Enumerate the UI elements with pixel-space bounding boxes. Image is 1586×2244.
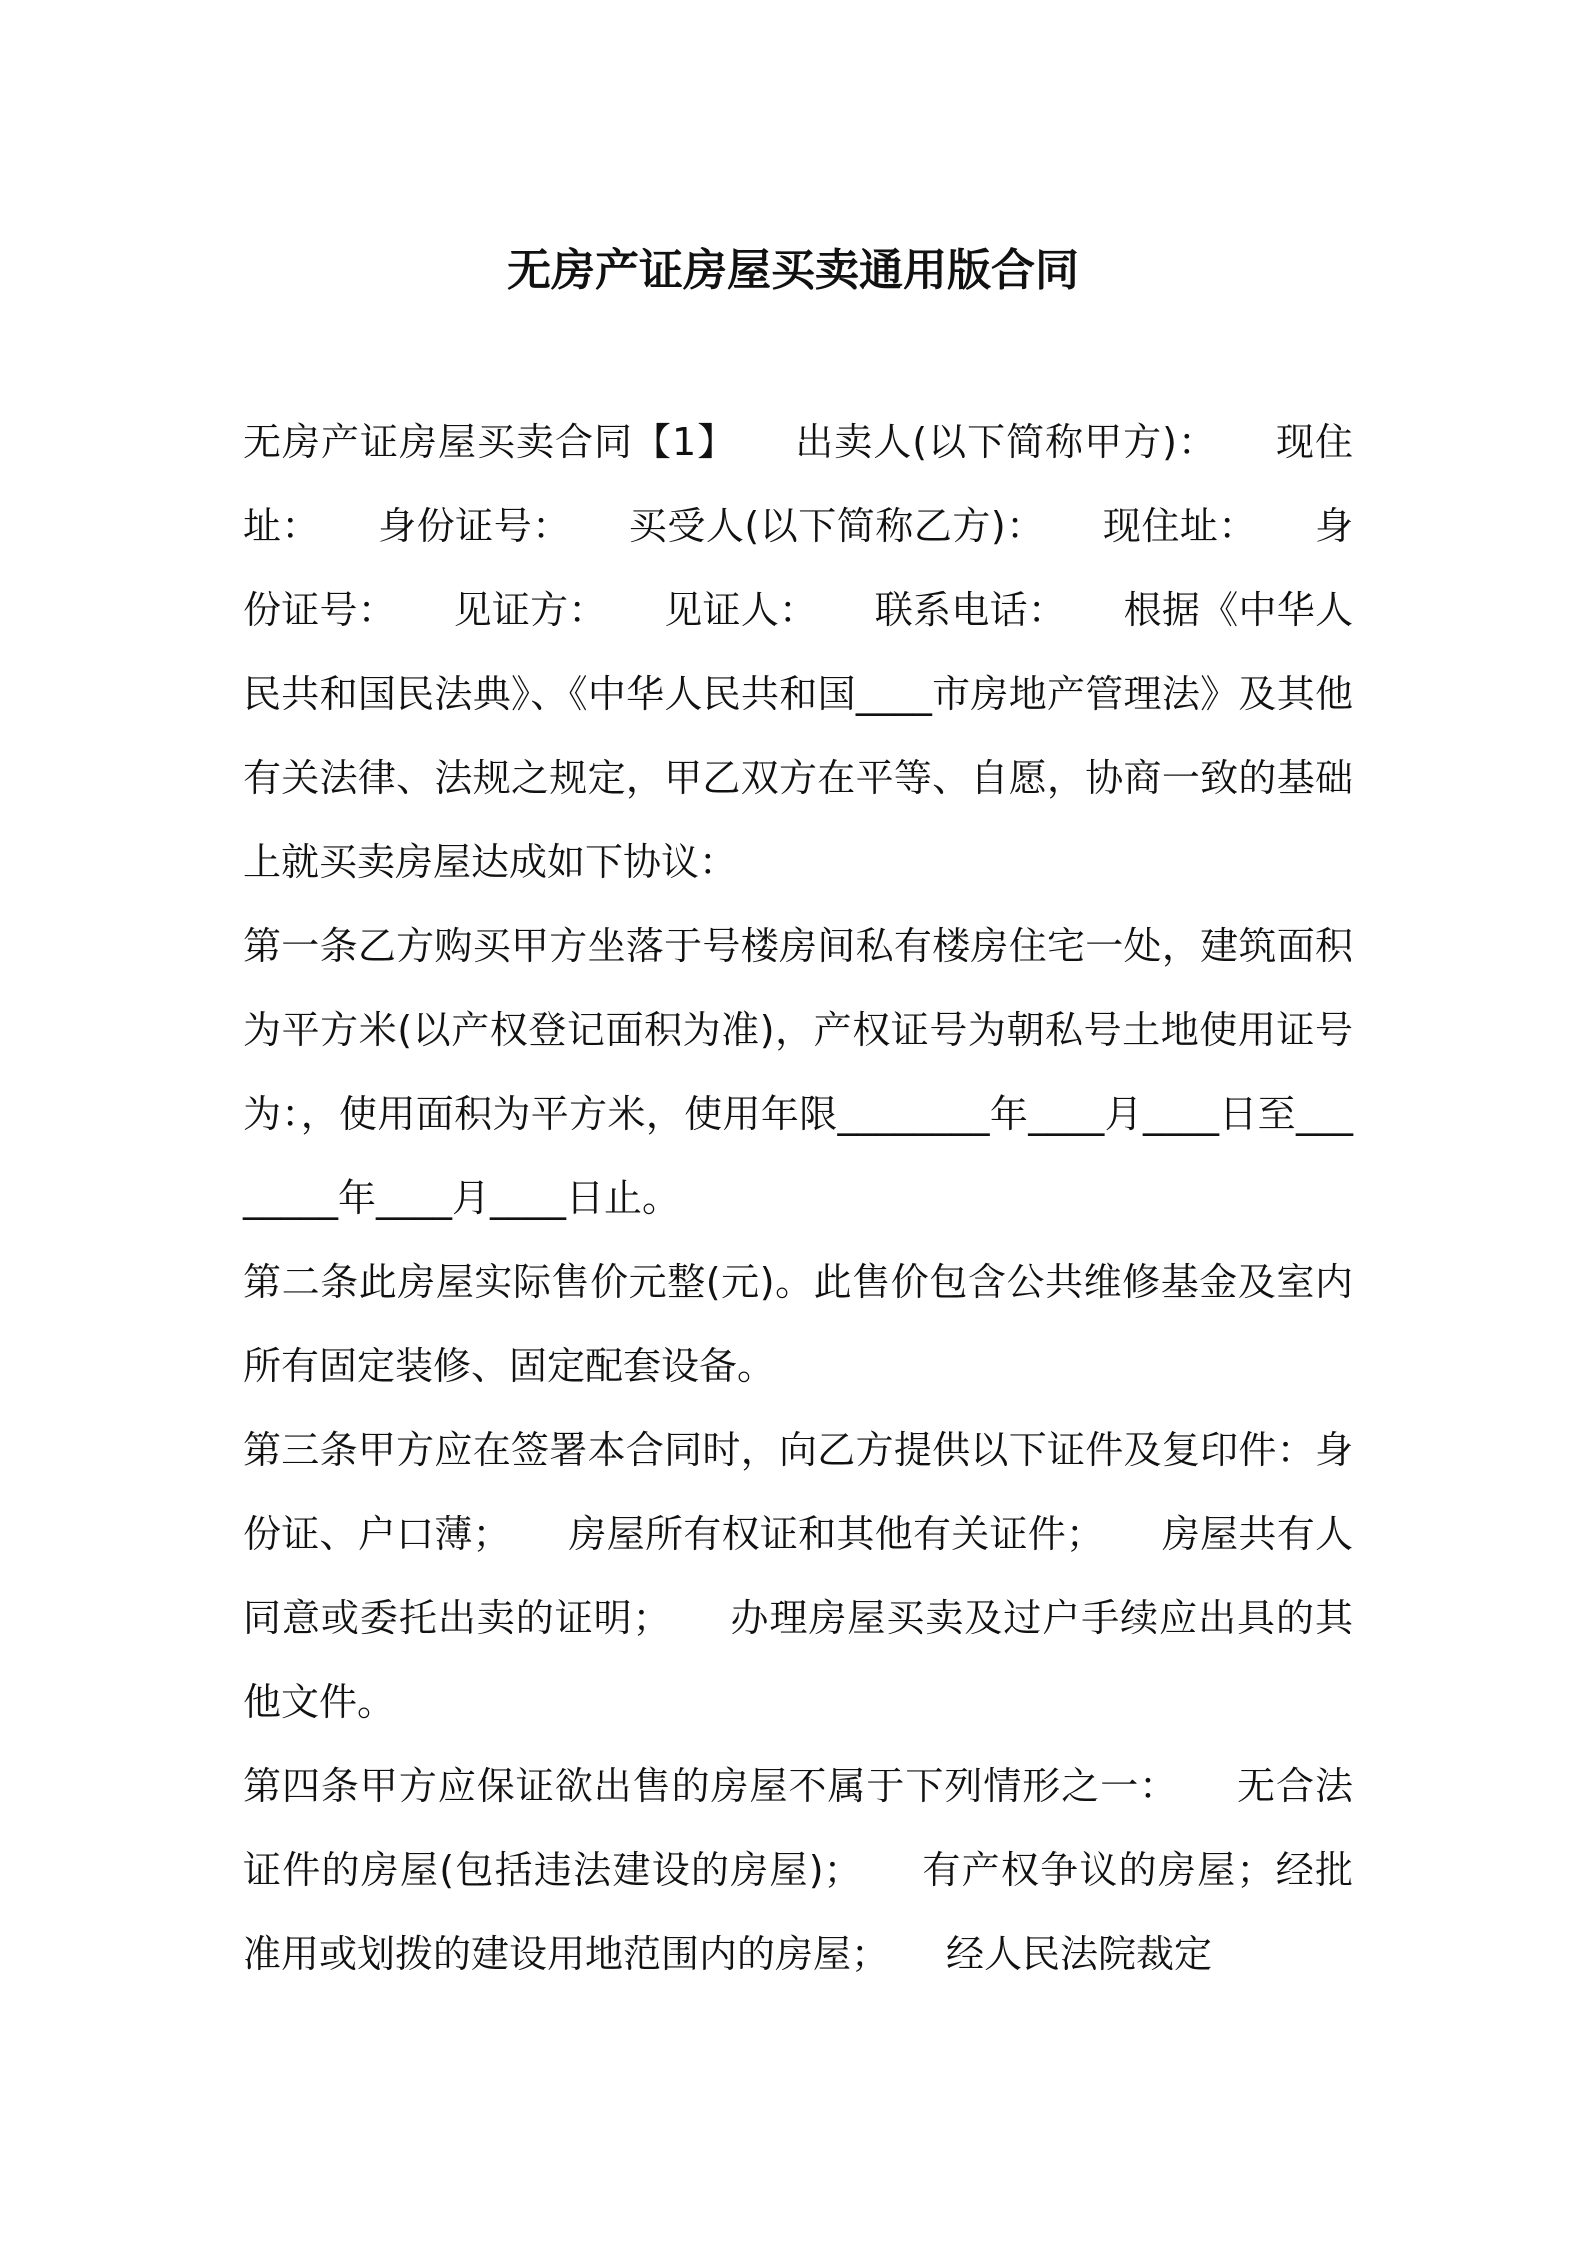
paragraph-article-4: 第四条甲方应保证欲出售的房屋不属于下列情形之一： 无合法证件的房屋(包括违法建设的房屋)； 有产权争议的房屋；经批准用或划拨的建设用地范围内的房屋； 经人民法院裁定 [243,1764,1353,1976]
contract-body [243,400,1353,1996]
document-title: 无房产证房屋买卖通用版合同 [507,245,1079,297]
paragraph-article-3: 第三条甲方应在签署本合同时，向乙方提供以下证件及复印件：身份证、户口薄； 房屋所有权证和其他有关证件； 房屋共有人同意或委托出卖的证明； 办理房屋买卖及过户手续应出具的其他文件。 [243,1428,1353,1724]
paragraph-article-2: 第二条此房屋实际售价元整(元)。此售价包含公共维修基金及室内所有固定装修、固定配套设备。 [243,1260,1353,1388]
paragraph-article-1: 第一条乙方购买甲方坐落于号楼房间私有楼房住宅一处，建筑面积为平方米(以产权登记面积为准)，产权证号为朝私号土地使用证号为：，使用面积为平方米，使用年限________年____月____日至________年____月____日止。 [243,924,1353,1220]
paragraph-preamble: 无房产证房屋买卖合同【1】 出卖人(以下简称甲方)： 现住址： 身份证号： 买受人(以下简称乙方)： 现住址： 身份证号： 见证方： 见证人： 联系电话： 根据《中华人民共和国民法典》、《中华人民共和国____市房地产管理法》及其他有关法律、法规之规定，甲乙双方在平等、自愿，协商一致的基础上就买卖房屋达成如下协议： [243,420,1353,884]
